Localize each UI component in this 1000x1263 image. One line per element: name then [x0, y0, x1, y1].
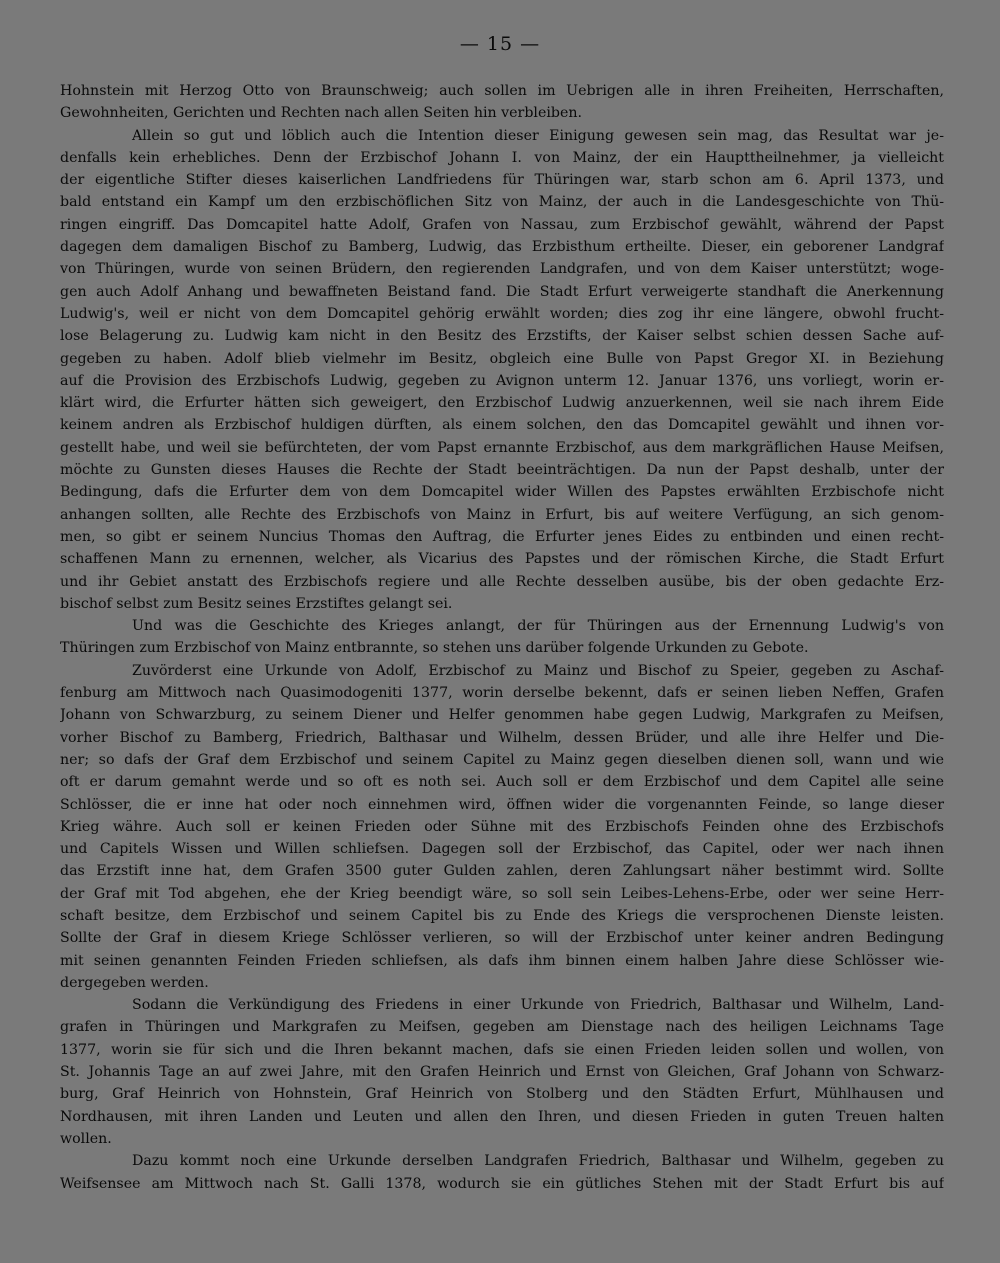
text-line: gegeben zu haben. Adolf blieb vielmehr im Besitz, obgleich eine Bulle von Papst Gregor XI. in Beziehung [60, 350, 944, 367]
text-line: Gewohnheiten, Gerichten und Rechten nach allen Seiten hin verbleiben. [60, 105, 583, 122]
text-line: bald entstand ein Kampf um den erzbischöflichen Sitz von Mainz, der auch in die Landesgeschichte von Thü- [60, 194, 944, 211]
text-line: mit seinen genannten Feinden Frieden schliefsen, als dafs ihm binnen einem halben Jahre diese Schlösser wie- [60, 952, 944, 969]
text-line: und ihr Gebiet anstatt des Erzbischofs regiere und alle Rechte desselben ausübe, bis der oben gedachte Erz- [60, 573, 944, 590]
text-line: fenburg am Mittwoch nach Quasimodogeniti 1377, worin derselbe bekennt, dafs er seinen lieben Neffen, Grafen [60, 685, 944, 702]
text-line: St. Johannis Tage an auf zwei Jahre, mit den Grafen Heinrich und Ernst von Gleichen, Graf Johann von Schwarz- [60, 1064, 944, 1081]
text-line: Dazu kommt noch eine Urkunde derselben Landgrafen Friedrich, Balthasar und Wilhelm, gegeben zu [132, 1153, 944, 1170]
text-line: gen auch Adolf Anhang und bewaffneten Beistand fand. Die Stadt Erfurt verweigerte standhaft die Anerkennung [60, 283, 944, 300]
text-line: Johann von Schwarzburg, zu seinem Diener und Helfer genommen habe gegen Ludwig, Markgrafen zu Meifsen, [60, 707, 944, 724]
text-line: Krieg währe. Auch soll er keinen Frieden oder Sühne mit des Erzbischofs Feinden ohne des Erzbischofs [60, 818, 944, 835]
text-line: oft er darum gemahnt werde und so oft es noth sei. Auch soll er dem Erzbischof und dem Capitel alle seine [60, 774, 944, 791]
text-line: schaffenen Mann zu ernennen, welcher, als Vicarius des Papstes und der römischen Kirche, die Stadt Erfurt [60, 551, 944, 568]
text-line: Hohnstein mit Herzog Otto von Braunschweig; auch sollen im Uebrigen alle in ihren Freiheiten, Herrschaften, [60, 83, 944, 99]
text-line: Nordhausen, mit ihren Landen und Leuten und allen den Ihren, und diesen Frieden in guten Treuen halten [60, 1108, 944, 1125]
text-line: Ludwig's, weil er nicht von dem Domcapitel gehörig erwählt worden; dies zog ihr eine längere, obwohl frucht- [60, 305, 944, 322]
text-line: bischof selbst zum Besitz seines Erzstiftes gelangt sei. [60, 595, 453, 612]
text-line: Bedingung, dafs die Erfurter dem von dem Domcapitel wider Willen des Papstes erwählten Erzbischofe nicht [60, 484, 944, 501]
text-line: auf die Provision des Erzbischofs Ludwig, gegeben zu Avignon unterm 12. Januar 1376, uns vorliegt, worin er- [60, 372, 944, 389]
text-line: der Graf mit Tod abgehen, ehe der Krieg beendigt wäre, so soll sein Leibes-Lehens-Erbe, oder wer seine Herr- [60, 885, 944, 902]
page-number: — 15 — [459, 33, 541, 55]
text-line: Weifsensee am Mittwoch nach St. Galli 1378, wodurch sie ein gütliches Stehen mit der Stadt Erfurt bis auf [60, 1175, 944, 1192]
text-line: Schlösser, die er inne hat oder noch einnehmen wird, öffnen wider die vorgenannten Feinde, so lange dieser [60, 796, 944, 813]
text-line: wollen. [60, 1130, 112, 1147]
text-line: burg, Graf Heinrich von Hohnstein, Graf Heinrich von Stolberg und den Städten Erfurt, Mühlhausen und [60, 1086, 944, 1103]
text-line: ringen eingriff. Das Domcapitel hatte Adolf, Grafen von Nassau, zum Erzbischof gewählt, während der Papst [60, 216, 944, 233]
text-line: klärt wird, die Erfurter hätten sich geweigert, den Erzbischof Ludwig anzuerkennen, weil sie nach ihrem Eide [60, 395, 944, 412]
text-line: Thüringen zum Erzbischof von Mainz entbrannte, so stehen uns darüber folgende Urkunden zu Gebote. [60, 640, 809, 657]
text-line: möchte zu Gunsten dieses Hauses die Rechte der Stadt beeinträchtigen. Da nun der Papst deshalb, unter der [60, 462, 944, 479]
text-line: Und was die Geschichte des Krieges anlangt, der für Thüringen aus der Ernennung Ludwig's von [132, 618, 944, 635]
text-line: dagegen dem damaligen Bischof zu Bamberg, Ludwig, das Erzbisthum ertheilte. Dieser, ein geborener Landgraf [60, 239, 944, 256]
text-line: von Thüringen, wurde von seinen Brüdern, den regierenden Landgrafen, und von dem Kaiser unterstützt; woge- [60, 261, 944, 278]
text-line: schaft besitze, dem Erzbischof und seinem Capitel bis zu Ende des Kriegs die versprochenen Dienste leisten. [60, 907, 944, 924]
text-line: vorher Bischof zu Bamberg, Friedrich, Balthasar und Wilhelm, dessen Brüder, und alle ihre Helfer und Die- [60, 729, 944, 746]
text-line: Allein so gut und löblich auch die Intention dieser Einigung gewesen sein mag, das Resultat war je- [132, 127, 944, 144]
text-line: und Capitels Wissen und Willen schliefsen. Dagegen soll der Erzbischof, das Capitel, oder wer nach ihnen [60, 841, 944, 858]
text-line: Sodann die Verkündigung des Friedens in einer Urkunde von Friedrich, Balthasar und Wilhelm, Land- [132, 997, 944, 1014]
text-line: men, so gibt er seinem Nuncius Thomas den Auftrag, die Erfurter jenes Eides zu entbinden und einen recht- [60, 528, 944, 545]
text-line: Sollte der Graf in diesem Kriege Schlösser verlieren, so will der Erzbischof unter keiner andren Bedingung [60, 930, 944, 947]
text-line: lose Belagerung zu. Ludwig kam nicht in den Besitz des Erzstifts, der Kaiser selbst schien dessen Sache auf- [60, 328, 944, 345]
text-line: grafen in Thüringen und Markgrafen zu Meifsen, gegeben am Dienstage nach des heiligen Leichnams Tage [60, 1019, 944, 1036]
text-line: ner; so dafs der Graf dem Erzbischof und seinem Capitel zu Mainz gegen dieselben dienen soll, wann und wie [60, 751, 944, 768]
text-line: 1377, worin sie für sich und die Ihren bekannt machen, dafs sie einen Frieden leiden sollen und wollen, von [60, 1041, 944, 1058]
text-line: das Erzstift inne hat, dem Grafen 3500 guter Gulden zahlen, deren Zahlungsart näher bestimmt wird. Sollte [60, 863, 944, 880]
text-line: dergegeben werden. [60, 974, 209, 991]
text-line: Zuvörderst eine Urkunde von Adolf, Erzbischof zu Mainz und Bischof zu Speier, gegeben zu Aschaf- [132, 662, 944, 679]
text-line: gestellt habe, und weil sie befürchteten, der vom Papst ernannte Erzbischof, aus dem markgräflichen Hause Meifsen, [60, 439, 944, 456]
text-line: der eigentliche Stifter dieses kaiserlichen Landfriedens für Thüringen war, starb schon am 6. April 1373, und [60, 172, 944, 189]
text-line: keinem andren als Erzbischof huldigen dürften, als einem solchen, den das Domcapitel gewählt und ihnen vor- [60, 417, 944, 434]
text-line: denfalls kein erhebliches. Denn der Erzbischof Johann I. von Mainz, der ein Haupttheilnehmer, ja vielleicht [60, 149, 944, 166]
text-line: anhangen sollten, alle Rechte des Erzbischofs von Mainz in Erfurt, bis auf weitere Verfügung, an sich genom- [60, 506, 944, 523]
body-text [60, 80, 944, 1195]
